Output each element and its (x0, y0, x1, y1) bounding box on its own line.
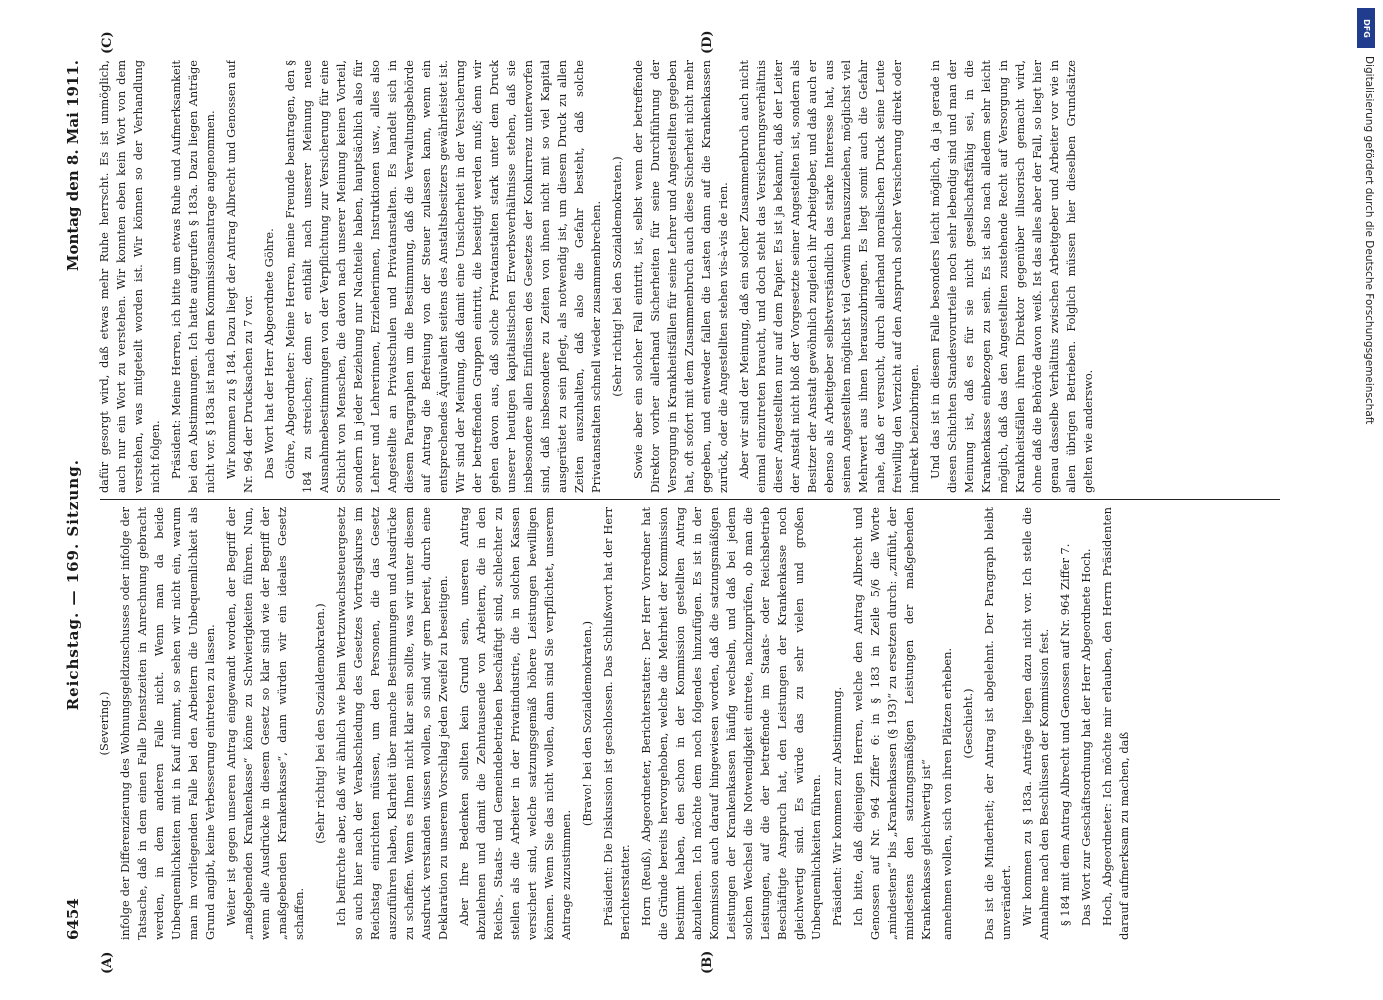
paragraph: Präsident: Die Diskussion ist geschlossen. Das Schlußwort hat der Herr Berichterstatter. (601, 507, 632, 940)
credit-text: Digitalisierung gefördert durch die Deutsche Forschungsgemeinschaft (1363, 56, 1375, 425)
right-column (96, 60, 1316, 493)
paragraph: dafür gesorgt wird, daß etwas mehr Ruhe herrscht. Es ist unmöglich, auch nur ein Wort zu verstehen. Wir konnten eben kein Wort von dem verstehen, was mitgeteilt worden ist. Wir können so der Verhandlung nicht folgen. (97, 60, 162, 493)
paragraph: § 184 mit dem Antrag Albrecht und Genossen auf Nr. 964 Ziffer 7. (1058, 543, 1072, 926)
margin-marker-d: (D) (700, 30, 715, 54)
margin-marker-b: (B) (700, 950, 715, 974)
paragraph: infolge der Differenzierung des Wohnungsgeldzuschusses oder infolge der Tatsache, daß in dem einen Falle Dienstzeiten in Anrechnung gebracht werden, in dem anderen Falle nicht. Wenn man da beide Unbequemlichkeiten mit in Kauf nimmt, so sehen wir nicht ein, warum man im vorliegenden Falle bei den Arbeitern die Unbequemlichkeit als Grund angibt, keine Verbesserung eintreten zu lassen. (118, 507, 217, 940)
margin-marker-a: (A) (100, 951, 115, 974)
paragraph: Göhre, Abgeordneter: Meine Herren, meine Freunde beantragen, den § 184 zu streichen; denn er enthält nach unserer Meinung neue Ausnahmebestimmungen von der Verpflichtung zur Versicherung für eine Schicht von Menschen, die davon nach unserer Meinung keinen Vorteil, sondern in jeder Beziehung nur Nachteile haben, hauptsächlich also für Lehrer und Lehrerinnen, Erzieherinnen, Instruktionen usw., alles also Angestellte an Privatschulen und Privatanstalten. Es handelt sich in diesem Paragraphen um die Bestimmung, daß die Verwaltungsbehörde auf Antrag die Befreiung von der Steuer zulassen kann, wenn ein entsprechendes Äquivalent seitens des Anstaltsbesitzers gewährleistet ist. Wir sind der Meinung, daß damit eine Unsicherheit in der Versicherung der betreffenden Gruppen eintritt, die beseitigt werden muß; denn wir gehen davon aus, daß solche Privatanstalten stark unter dem Druck unserer heutigen kapitalistischen Erwerbsverhältnisse stehen, daß sie insbesondere allen Einflüssen des Gesetzes der Konkurrenz unterworfen sind, daß insbesondere zu Zeiten von ihnen nicht mit so viel Kapital ausgerüstet zu sein pflegt, als notwendig ist, um diesem Druck zu allen Zeiten auszuhalten, daß also die Gefahr besteht, daß solche Privatanstalten schnell wieder zusammenbrechen. (283, 60, 603, 493)
paragraph: Weiter ist gegen unseren Antrag eingewandt worden, der Begriff der „maßgebenden Krankenkasse“ könne zu Schwierigkeiten führen. Nun, wenn alle Ausdrücke in diesem Gesetz so klar sind wie der Begriff der „maßgebenden Krankenkasse“, dann würden wir ein ideales Gesetz schaffen. (224, 507, 306, 940)
paragraph: Aber Ihre Bedenken sollten kein Grund sein, unseren Antrag abzulehnen und damit die Zehntausende von Arbeitern, die in den Reichs-, Staats- und Gemeindebetrieben beschäftigt sind, schlechter zu stellen als die Arbeiter in der Privatindustrie, die in solchen Kassen versichert sind, welche satzungsgemäß höhere Leistungen bewilligen können. Wenn Sie das nicht wollen, dann sind Sie verpflichtet, unserem Antrage zuzustimmen. (457, 507, 573, 940)
digitization-credit (1357, 0, 1375, 1000)
interjection: (Bravo! bei den Sozialdemokraten.) (580, 620, 594, 827)
paragraph: Wir kommen zu § 184. Dazu liegt der Antrag Albrecht und Genossen auf Nr. 964 der Drucksachen zu 7 vor. (224, 60, 255, 493)
paragraph: Ich befürchte aber, daß wir ähnlich wie beim Wertzuwachssteuergesetz so auch hier nach der Verabschiedung des Gesetzes Vortragskurse im Reichstag einrichten müssen, um den Personen, die das Gesetz auszuführen haben, Klarheit über manche Bestimmungen und Ausdrücke zu schaffen. Wenn es Ihnen nicht klar sein sollte, was wir unter diesem Ausdruck verstanden wissen wollen, so sind wir gern bereit, durch eine Deklaration zu unserem Vorschlag jeden Zweifel zu beseitigen. (334, 507, 450, 940)
page-header (60, 60, 86, 940)
paragraph: Ich bitte, daß diejenigen Herren, welche den Antrag Albrecht und Genossen auf Nr. 964 Ziffer 6: in § 183 in Zeile 5/6 die Worte „mindestens“ bis „Krankenkassen (§ 193)“ zu ersetzen durch: „zufüht, der mindestens den satzungsmäßigen Leistungen der maßgebenden Krankenkasse gleichwertig ist“ (851, 507, 933, 940)
paragraph: Präsident: Meine Herren, ich bitte um etwas Ruhe und Aufmerksamkeit bei den Abstimmungen. Ich hatte aufgerufen § 183a. Dazu liegen Anträge nicht vor. § 183a ist nach dem Kommissionsantrage angenommen. (169, 60, 217, 493)
session-date: Montag den 8. Mai 1911. (64, 60, 82, 272)
page-number: 6454 (64, 898, 82, 940)
paragraph: Hoch, Abgeordneter: Ich möchte mir erlauben, den Herrn Präsidenten darauf aufmerksam zu machen, daß (1100, 507, 1131, 940)
dfg-logo: DFG (1357, 8, 1375, 48)
paragraph: Horn (Reuß), Abgeordneter, Berichterstatter: Der Herr Vorredner hat die Gründe bereits hervorgehoben, welche die Mehrheit der Kommission bestimmt haben, den schon in der Kommission gestellten Antrag abzulehnen. Ich möchte dem noch folgendes hinzufügen. Es ist in der Kommission auch darauf hingewiesen worden, daß die satzungsmäßigen Leistungen der Krankenkassen häufig wechseln, und daß bei jedem solchen Wechsel die Notwendigkeit eintrete, nachzuprüfen, ob man die Leistungen, auf die der betreffende im Staats- oder Reichsbetrieb Beschäftigte Anspruch hat, den Leistungen der Krankenkasse noch gleichwertig sind. Es würde das zu sehr vielen und großen Unbequemlichkeiten führen. (639, 507, 823, 940)
margin-marker-c: (C) (100, 31, 115, 54)
session-title: Reichstag. — 169. Sitzung. (64, 459, 82, 711)
interjection: (Sehr richtig! bei den Sozialdemokraten.) (610, 156, 624, 397)
paragraph: Das ist die Minderheit; der Antrag ist abgelehnt. Der Paragraph bleibt unverändert. (982, 507, 1013, 940)
interjection: (Sehr richtig! bei den Sozialdemokraten.) (313, 603, 327, 844)
scanned-page (60, 30, 1330, 974)
speaker-continuation: (Severing.) (97, 691, 111, 756)
interjection: (Geschieht.) (961, 688, 975, 759)
text-columns (96, 60, 1316, 940)
paragraph: annehmen wollen, sich von ihren Plätzen erheben. (940, 647, 954, 940)
paragraph: Und das ist in diesem Falle besonders leicht möglich, da ja gerade in diesen Schichten Standesvorurteile noch sehr lebendig sind und man der Meinung ist, daß es für sie nicht gesellschaftsfähig sei, in die Krankenkasse einbezogen zu sein. Es ist also nach alledem sehr leicht möglich, daß das den Angestellten zustehende Recht auf Versorgung in Krankheitsfällen ihrem Direktor gegenüber illusorisch gemacht wird, ohne daß die Behörde davon weiß. Ist das alles aber der Fall, so liegt hier genau dasselbe Verhältnis zwischen Arbeitgeber und Arbeiter vor wie in allen übrigen Betrieben. Folglich müssen hier dieselben Grundsätze gelten wie anderswo. (928, 60, 1095, 493)
left-column (96, 507, 1316, 940)
paragraph: Das Wort zur Geschäftsordnung hat der Herr Abgeordnete Hoch. (1079, 548, 1093, 926)
paragraph: Sowie aber ein solcher Fall eintritt, ist, selbst wenn der betreffende Direktor vorher allerhand Sicherheiten für seine Durchführung der Versorgung in Krankheitsfällen für seine Lehrer und Angestellten gegeben hat, oft sofort mit dem Zusammenbruch auch diese Sicherheit nicht mehr gegeben, und entweder fallen die Lasten dann auf die Krankenkassen zurück, oder die Angestellten stehen vis-à-vis de rien. (631, 60, 730, 493)
paragraph: Präsident: Wir kommen zur Abstimmung. (830, 686, 844, 926)
paragraph: Aber wir sind der Meinung, daß ein solcher Zusammenbruch auch nicht einmal einzutreten braucht, und doch steht das Versicherungsverhältnis dieser Angestellten nur auf dem Papier. Es ist ja bekannt, daß der Leiter der Anstalt nicht bloß der Vorgesetzte seiner Angestellten ist, sondern als Besitzer der Anstalt gewöhnlich zugleich ihr Arbeitgeber, und daß auch er ebenso als Arbeitgeber selbstverständlich das starke Interesse hat, aus seinen Angestellten möglichst viel Gewinn herauszuziehen, möglichst viel Mehrwert aus ihnen herauszubringen. Es liegt somit auch die Gefahr nahe, daß er versucht, durch allerhand moralischen Druck seine Leute freiwillig den Verzicht auf den Anspruch solcher Versicherung direkt oder indirekt beizubringen. (737, 60, 921, 493)
paragraph: Wir kommen zu § 183a. Anträge liegen dazu nicht vor. Ich stelle die Annahme nach den Beschlüssen der Kommission fest. (1020, 507, 1051, 940)
paragraph: Das Wort hat der Herr Abgeordnete Göhre. (262, 228, 276, 479)
